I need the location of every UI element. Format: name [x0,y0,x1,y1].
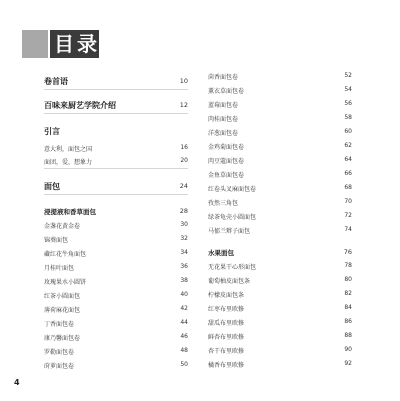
toc-entry-page-number: 74 [344,226,352,233]
toc-entry [44,347,188,359]
toc-entry-page-number: 52 [344,72,352,79]
toc-entry [44,361,188,373]
toc-entry-title: 甜瓜布里欧修 [208,320,245,327]
toc-entry [44,319,188,331]
toc-section-heading [44,76,188,88]
toc-entry-title: 水果面包 [208,249,234,257]
toc-entry-title: 月桂叶面包 [44,265,75,272]
toc-entry-page-number: 44 [180,319,188,326]
toc-section-heading [44,207,188,219]
toc-entry-title: 金鸡菊面包卷 [208,144,245,151]
toc-entry-page-number: 24 [179,182,188,190]
toc-entry-title: 红枣布里欧修 [208,306,245,313]
toc-entry [208,72,352,84]
toc-entry [44,305,188,317]
toc-entry [208,198,352,210]
toc-entry-page-number: 66 [344,170,352,177]
toc-entry [208,332,352,344]
toc-entry-title: 卷首语 [44,77,68,86]
toc-entry-title: 莳萝面包卷 [44,363,75,370]
toc-entry-title: 马郁兰辫子面包 [208,228,251,235]
toc-entry [44,333,188,345]
toc-entry-page-number: 12 [179,101,188,109]
toc-entry-page-number: 58 [344,114,352,121]
toc-entry [208,170,352,182]
toc-entry [208,304,352,316]
toc-entry-page-number: 68 [344,184,352,191]
toc-entry-page-number: 60 [344,128,352,135]
toc-entry-page-number: 42 [180,305,188,312]
toc-entry-page-number: 40 [180,291,188,298]
toc-entry [208,276,352,288]
toc-entry [208,184,352,196]
toc-entry-title: 百味来厨艺学院介绍 [44,101,116,110]
toc-entry-title: 鲜杏布里欧修 [208,334,245,341]
toc-entry-title: 薄荷麻花面包 [44,307,81,314]
toc-entry-page-number: 36 [180,263,188,270]
toc-entry-title: 茴香面包卷 [208,74,239,81]
toc-entry-title: 引言 [44,127,60,136]
toc-entry-title: 洋葱面包卷 [208,130,239,137]
toc-entry [208,262,352,274]
toc-entry-page-number: 78 [344,262,352,269]
toc-entry-page-number: 62 [344,142,352,149]
toc-entry-page-number: 10 [179,77,188,85]
toc-entry-title: 锦葵面包 [44,237,69,244]
toc-entry-page-number: 48 [180,347,188,354]
toc-entry-title: 绿茶龟壳小圆面包 [208,214,257,221]
toc-entry-title: 意大利，面包之国 [44,146,93,153]
toc-entry-page-number: 28 [179,207,188,215]
toc-entry-title: 蓝莓面包卷 [208,102,239,109]
toc-entry-title: 面团，爱，想象力 [44,159,93,166]
toc-entry-title: 浸提液和香草面包 [44,208,96,216]
toc-entry-title: 橘香布里欧修 [208,362,245,369]
toc-entry [208,212,352,224]
toc-entry-page-number: 20 [180,157,188,164]
toc-section-heading [44,126,188,138]
toc-entry [208,318,352,330]
toc-entry-page-number: 76 [343,248,352,256]
toc-entry-page-number: 72 [344,212,352,219]
toc-entry-title: 丁香面包卷 [44,321,75,328]
toc-entry-page-number: 80 [344,276,352,283]
toc-entry-title: 肉豆蔻面包卷 [208,158,245,165]
toc-divider [44,168,188,169]
toc-entry [208,114,352,126]
toc-divider [44,89,188,90]
toc-entry-title: 玫瑰果水小圆饼 [44,279,87,286]
toc-entry-page-number: 88 [344,332,352,339]
toc-entry-title: 罗勒面包卷 [44,349,75,356]
toc-entry-title: 金鱼草面包卷 [208,172,245,179]
toc-entry [208,156,352,168]
toc-divider [44,194,188,195]
toc-entry-title: 藏红花牛角面包 [44,251,87,258]
toc-section-heading [208,248,352,260]
toc-entry-title: 柠檬皮面包条 [208,292,245,299]
toc-entry [44,144,188,156]
toc-entry-title: 面包 [44,182,60,191]
toc-entry-title: 红茶小圆面包 [44,293,81,300]
toc-entry-page-number: 56 [344,100,352,107]
toc-entry-page-number: 82 [344,290,352,297]
toc-entry [208,346,352,358]
toc-entry-page-number: 86 [344,318,352,325]
toc-entry-title: 康乃馨面包卷 [44,335,81,342]
toc-entry [44,221,188,233]
toc-entry [44,235,188,247]
toc-entry-title: 杏干布里欧修 [208,348,245,355]
toc-entry-page-number: 30 [180,221,188,228]
toc-entry [208,290,352,302]
toc-entry [208,128,352,140]
toc-entry [44,291,188,303]
toc-entry [44,277,188,289]
toc-entry-title: 红卷头叉麻面包卷 [208,186,257,193]
toc-entry-page-number: 38 [180,277,188,284]
toc-entry-title: 孜然三角包 [208,200,239,207]
title-grey-bar [22,30,48,58]
toc-entry-title: 薰衣草面包卷 [208,88,245,95]
toc-entry-title: 肉桂面包卷 [208,116,239,123]
toc-entry-page-number: 70 [344,198,352,205]
toc-title-block [22,30,99,58]
toc-entry-title: 金盏花黄金卷 [44,223,81,230]
toc-entry-page-number: 16 [180,144,188,151]
page-title: 目录 [54,32,100,56]
toc-entry-title: 葡萄柚皮面包条 [208,278,251,285]
toc-entry [208,100,352,112]
toc-entry-page-number: 84 [344,304,352,311]
toc-entry-page-number: 46 [180,333,188,340]
toc-entry [208,360,352,372]
toc-section-heading [44,100,188,112]
toc-entry-page-number: 32 [180,235,188,242]
toc-section-heading [44,181,188,193]
toc-entry-page-number: 92 [344,360,352,367]
toc-divider [44,113,188,114]
toc-entry-page-number: 64 [344,156,352,163]
toc-entry-page-number: 54 [344,86,352,93]
page-number: 4 [14,378,20,387]
toc-entry-page-number: 50 [180,361,188,368]
toc-entry [208,142,352,154]
toc-entry-title: 无花果干心形面包 [208,264,257,271]
toc-entry [44,263,188,275]
toc-entry [44,249,188,261]
toc-entry-page-number: 90 [344,346,352,353]
toc-entry-page-number: 34 [180,249,188,256]
toc-entry [208,226,352,238]
toc-entry [208,86,352,98]
